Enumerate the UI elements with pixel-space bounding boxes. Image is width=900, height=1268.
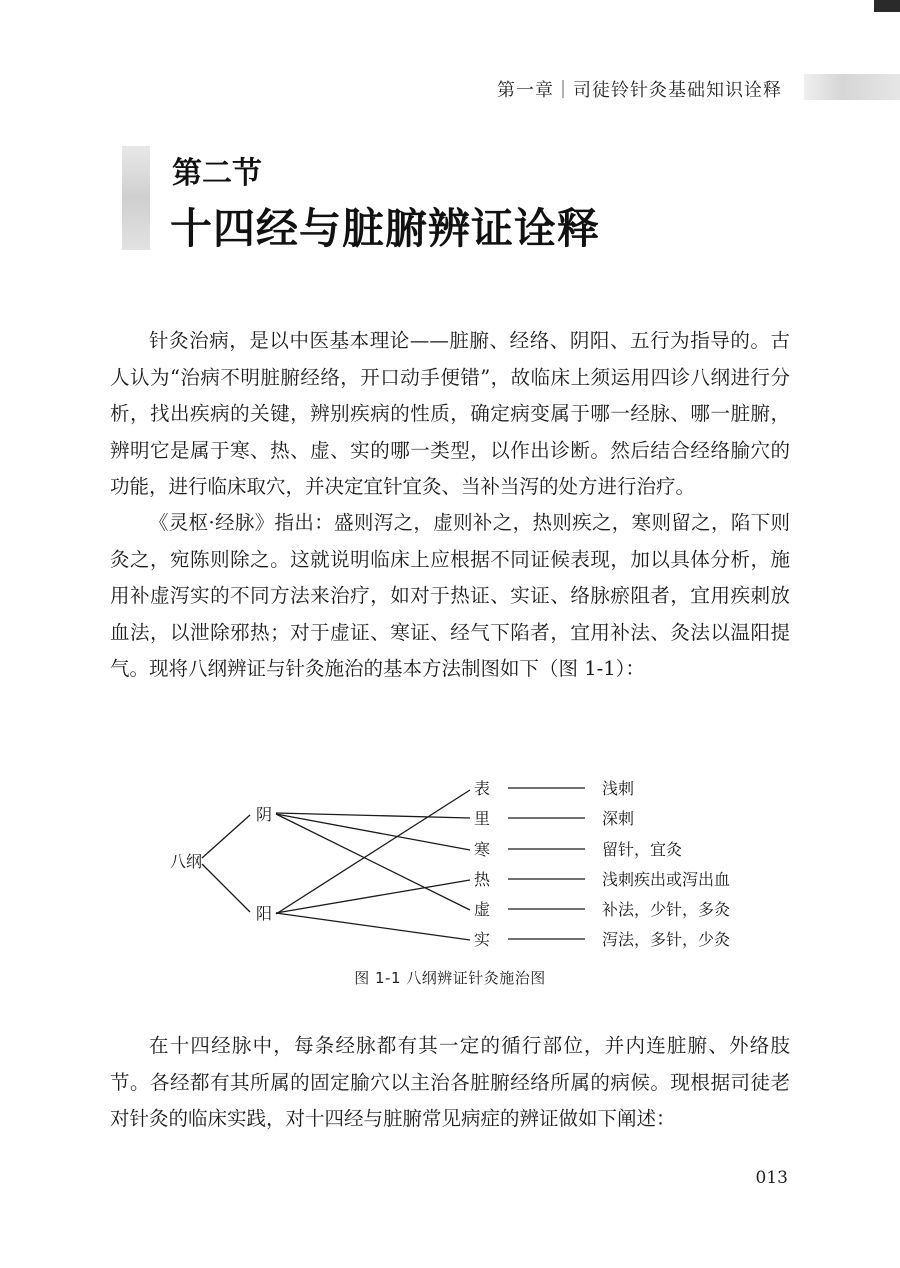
page-number: 013 bbox=[755, 1168, 788, 1188]
link-yang-shi bbox=[276, 913, 470, 940]
diagram-branch-yin: 阴 bbox=[256, 805, 273, 824]
eight-principles-diagram bbox=[140, 770, 780, 962]
section-label: 第二节 bbox=[172, 156, 262, 191]
figure-caption: 图 1-1 八纲辨证针灸施治图 bbox=[354, 969, 546, 987]
link-yang-re bbox=[276, 880, 470, 913]
header-decoration-bar bbox=[804, 74, 900, 100]
link-root-yang bbox=[202, 864, 250, 912]
diagram-method: 留针，宜灸 bbox=[602, 840, 683, 859]
diagram-category: 虚 bbox=[474, 900, 491, 919]
diagram-method: 补法，少针，多灸 bbox=[602, 900, 731, 919]
diagram-method: 深刺 bbox=[602, 809, 635, 828]
diagram-method: 浅刺 bbox=[602, 779, 635, 798]
link-yin-li bbox=[276, 813, 470, 818]
diagram-method: 浅刺疾出或泻出血 bbox=[602, 870, 731, 889]
link-yin-han bbox=[276, 814, 470, 850]
section-title: 十四经与脏腑辨证诠释 bbox=[170, 204, 601, 253]
diagram-category: 表 bbox=[474, 779, 491, 798]
diagram-branch-yang: 阳 bbox=[256, 904, 273, 923]
diagram-category: 热 bbox=[474, 870, 491, 889]
link-root-yin bbox=[202, 815, 250, 858]
corner-mark bbox=[874, 0, 900, 12]
paragraph-fourteen-meridians: 在十四经脉中，每条经脉都有其一定的循行部位，并内连脏腑、外络肢节。各经都有其所属的固定腧穴以主治各脏腑经络所属的病候。现根据司徒老对针灸的临床实践，对十四经与脏腑常见病症的辨证做如下阐述： bbox=[110, 1034, 790, 1130]
diagram-category: 里 bbox=[474, 809, 491, 828]
diagram-root: 八纲 bbox=[170, 852, 203, 871]
diagram-category: 实 bbox=[474, 930, 491, 949]
diagram-method: 泻法，多针，少灸 bbox=[602, 930, 731, 949]
paragraph-lingshu: 《灵枢·经脉》指出：盛则泻之，虚则补之，热则疾之，寒则留之，陷下则灸之，宛陈则除之。这就说明临床上应根据不同证候表现，加以具体分析，施用补虚泻实的不同方法来治疗，如对于热证、实证、络脉瘀阻者，宜用疾刺放血法，以泄除邪热；对于虚证、寒证、经气下陷者，宜用补法、灸法以温阳提气。现将八纲辨证与针灸施治的基本方法制图如下（图 1-1）： bbox=[110, 511, 790, 680]
running-header: 第一章｜司徒铃针灸基础知识诠释 bbox=[497, 80, 782, 101]
paragraph-intro: 针灸治病，是以中医基本理论——脏腑、经络、阴阳、五行为指导的。古人认为“治病不明脏腑经络，开口动手便错”，故临床上须运用四诊八纲进行分析，找出疾病的关键，辨别疾病的性质，确定病变属于哪一经脉、哪一脏腑，辨明它是属于寒、热、虚、实的哪一类型，以作出诊断。然后结合经络腧穴的功能，进行临床取穴，并决定宜针宜灸、当补当泻的处方进行治疗。 bbox=[110, 329, 790, 498]
diagram-category: 寒 bbox=[474, 840, 491, 859]
section-decoration-bar bbox=[122, 146, 150, 250]
